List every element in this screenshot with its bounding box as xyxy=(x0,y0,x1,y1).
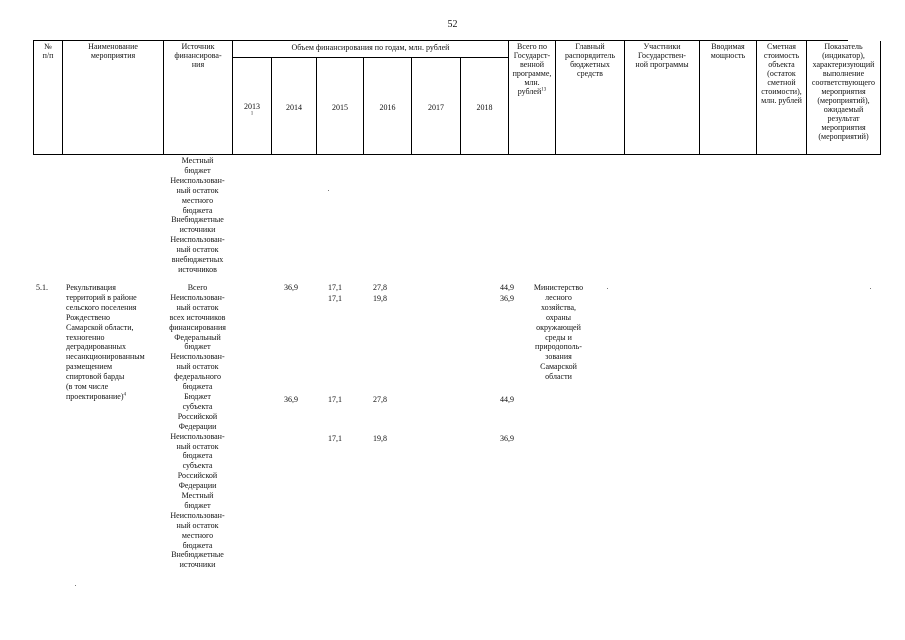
text-line: выполнение xyxy=(822,69,865,78)
scan-speck xyxy=(607,288,608,289)
text-line: размещением xyxy=(66,362,113,372)
text-line: бюджета xyxy=(182,540,213,550)
text-line: внебюджетных xyxy=(171,255,224,265)
scan-speck xyxy=(75,585,76,586)
text-line: Российской xyxy=(177,471,218,481)
text-line: бюджет xyxy=(184,342,211,352)
text-line: источники xyxy=(179,225,216,235)
text-line: соответствующего xyxy=(811,78,876,87)
text-line: (в том числе xyxy=(66,382,109,392)
header-col-indicator xyxy=(807,41,881,155)
header-year-2017 xyxy=(412,58,461,155)
text-line: Вводимая xyxy=(711,42,745,51)
header-year-2015 xyxy=(317,58,364,155)
text-line: бюджет xyxy=(184,165,211,175)
text-line: ный остаток xyxy=(176,362,219,372)
text-line: Главный xyxy=(575,42,605,51)
text-line: местного xyxy=(181,195,214,205)
text-line: стоимость xyxy=(763,51,800,60)
text-line: области xyxy=(545,372,572,382)
text-line: (мероприятий) xyxy=(818,132,869,141)
text-line: венной xyxy=(519,60,545,69)
text-line: сметной xyxy=(767,78,796,87)
value-regional-2015: 17,1 xyxy=(328,395,342,404)
header-col-capacity xyxy=(700,41,757,155)
text-line: местного xyxy=(181,530,214,540)
text-line: ный остаток xyxy=(176,520,219,530)
text-line: источников xyxy=(178,264,217,274)
header-col-manager xyxy=(556,41,625,155)
text-line: окружающей xyxy=(536,322,581,332)
text-line: Российской xyxy=(177,411,218,421)
value-unused-2016: 19,8 xyxy=(373,294,387,303)
header-col-name xyxy=(63,41,164,155)
value-regional-unused-sum: 36,9 xyxy=(500,434,514,443)
header-col-participants-text xyxy=(625,42,699,69)
header-col-total xyxy=(509,41,556,155)
value-total-2014: 36,9 xyxy=(284,283,298,292)
value-regional-sum: 44,9 xyxy=(500,395,514,404)
text-line: бюджета xyxy=(182,382,213,392)
text-line: ния xyxy=(191,60,205,69)
row-5-1-sources xyxy=(163,283,232,570)
text-line: Внебюджетные xyxy=(171,550,224,560)
row-5-1-number: 5.1. xyxy=(36,283,48,292)
text-line: Внебюджетные xyxy=(171,215,224,225)
header-year-2013-text: 2013 $^1$ xyxy=(244,102,260,117)
text-line: Федерации xyxy=(178,481,217,491)
text-line: зования xyxy=(545,352,572,362)
text-line: Источник xyxy=(181,42,215,51)
header-col-name-text xyxy=(63,42,163,60)
header-year-2016-text: 2016 xyxy=(379,103,396,112)
header-col-cost-text xyxy=(757,42,806,105)
text-line: рублей$^{13}$ xyxy=(517,87,547,96)
text-line: программе, xyxy=(512,69,552,78)
text-line: (мероприятий), xyxy=(817,96,870,105)
header-col-participants xyxy=(625,41,700,155)
text-line: Федеральный xyxy=(174,332,221,342)
text-line: Самарской xyxy=(540,362,577,372)
header-year-2014-text: 2014 xyxy=(286,103,302,112)
text-line: Федерации xyxy=(178,421,217,431)
header-col-indicator-text xyxy=(807,42,880,141)
text-line: объекта xyxy=(768,60,795,69)
text-line: Министерство xyxy=(533,283,584,292)
text-line: мероприятия xyxy=(90,51,136,60)
header-table xyxy=(33,40,876,155)
text-line: Государствен- xyxy=(638,51,686,60)
text-line: Местный xyxy=(181,491,214,501)
value-unused-sum: 36,9 xyxy=(500,294,514,303)
text-line: Рождествено xyxy=(66,312,111,322)
text-line: (остаток xyxy=(767,69,796,78)
text-line: финансирования xyxy=(169,322,226,332)
text-line: п/п xyxy=(42,51,54,60)
text-line: бюджет xyxy=(184,500,211,510)
text-line: среды и xyxy=(545,332,572,342)
value-regional-2014: 36,9 xyxy=(284,395,298,404)
text-line: Всего xyxy=(187,283,208,292)
carryover-sources xyxy=(163,156,232,275)
text-line: Наименование xyxy=(88,42,138,51)
text-line: спиртовой барды xyxy=(66,372,125,382)
page-number: 52 xyxy=(447,19,458,30)
text-line: характеризующий xyxy=(812,60,875,69)
text-line: Неиспользован- xyxy=(170,352,225,362)
text-line: Неиспользован- xyxy=(170,235,225,245)
text-line: сельского поселения xyxy=(66,302,137,312)
value-regional-unused-2016: 19,8 xyxy=(373,434,387,443)
text-line: Неиспользован- xyxy=(170,175,225,185)
text-line: деградированных xyxy=(66,342,126,352)
text-line: средств xyxy=(577,69,603,78)
text-line: несанкционированным xyxy=(66,352,145,362)
text-line: ный остаток xyxy=(176,245,219,255)
text-line: ный остаток xyxy=(176,302,219,312)
header-col-manager-text xyxy=(556,42,624,78)
text-line: Всего по xyxy=(517,42,547,51)
row-5-1-manager xyxy=(524,283,593,382)
header-col-volume xyxy=(233,41,509,58)
text-line: Неиспользован- xyxy=(170,292,225,302)
value-total-2016: 27,8 xyxy=(373,283,387,292)
text-line: мощность xyxy=(710,51,746,60)
text-line: субъекта xyxy=(182,401,213,411)
text-line: результат xyxy=(827,114,860,123)
header-col-source-text xyxy=(164,42,232,69)
text-line: федерального xyxy=(174,372,221,382)
text-line: распорядитель xyxy=(564,51,616,60)
header-col-volume-text: Объем финансирования по годам, млн. рублей xyxy=(291,43,450,52)
text-line: хозяйства, xyxy=(540,302,577,312)
text-line: Государст- xyxy=(513,51,551,60)
header-year-2018 xyxy=(461,58,509,155)
header-year-2013 xyxy=(233,58,272,155)
text-line: охраны xyxy=(545,312,571,322)
text-line: источники xyxy=(179,560,216,570)
text-line: всех источников xyxy=(169,312,226,322)
value-total-2015: 17,1 xyxy=(328,283,342,292)
value-regional-2016: 27,8 xyxy=(373,395,387,404)
text-line: Неиспользован- xyxy=(170,431,225,441)
header-year-2018-text: 2018 xyxy=(476,103,493,112)
text-line: млн. рублей xyxy=(761,96,802,105)
text-line: млн. xyxy=(524,78,540,87)
text-line: территорий в районе xyxy=(66,292,137,302)
text-line: бюджета xyxy=(182,451,213,461)
header-year-2017-text: 2017 xyxy=(428,103,444,112)
text-line: лесного xyxy=(545,292,572,302)
footnote-mark: 13 xyxy=(541,87,547,93)
header-col-cost xyxy=(757,41,807,155)
text-line: Самарской области, xyxy=(66,322,134,332)
text-line: Показатель xyxy=(824,42,863,51)
header-col-number-text xyxy=(34,42,62,60)
text-line: техногенно xyxy=(66,332,105,342)
text-line: Местный xyxy=(181,156,214,165)
text-line: Неиспользован- xyxy=(170,510,225,520)
text-line: бюджетных xyxy=(570,60,610,69)
value-total-sum: 44,9 xyxy=(500,283,514,292)
text-line: финансирова- xyxy=(174,51,222,60)
text-line: Бюджет xyxy=(184,391,211,401)
text-line: природополь- xyxy=(535,342,582,352)
text-line: ной программы xyxy=(635,60,689,69)
text-line: ный остаток xyxy=(176,185,219,195)
header-col-number xyxy=(34,41,63,155)
header-year-2014 xyxy=(272,58,317,155)
text-line: Участники xyxy=(643,42,681,51)
text-line: субъекта xyxy=(182,461,213,471)
text-line: Рекультивация xyxy=(66,283,116,292)
text-line: (индикатор), xyxy=(822,51,865,60)
footnote-mark: 4 xyxy=(123,392,126,398)
text-line: стоимости), xyxy=(761,87,802,96)
row-5-1-name xyxy=(66,283,167,402)
text-line: ный остаток xyxy=(176,441,219,451)
text-line: мероприятия xyxy=(821,87,866,96)
text-line: ожидаемый xyxy=(823,105,864,114)
header-year-2016 xyxy=(364,58,412,155)
header-year-2015-text: 2015 xyxy=(332,103,348,112)
scan-speck xyxy=(328,190,329,191)
text-line: Сметная xyxy=(767,42,796,51)
text-line: бюджета xyxy=(182,205,213,215)
header-col-capacity-text xyxy=(700,42,756,60)
value-regional-unused-2015: 17,1 xyxy=(328,434,342,443)
text-line: мероприятия xyxy=(821,123,866,132)
text-line: проектирование)$^4$ xyxy=(66,391,126,401)
text-line: № xyxy=(44,42,52,51)
header-col-total-text xyxy=(509,42,555,96)
value-unused-2015: 17,1 xyxy=(328,294,342,303)
header-col-source xyxy=(164,41,233,155)
scan-speck xyxy=(870,288,871,289)
